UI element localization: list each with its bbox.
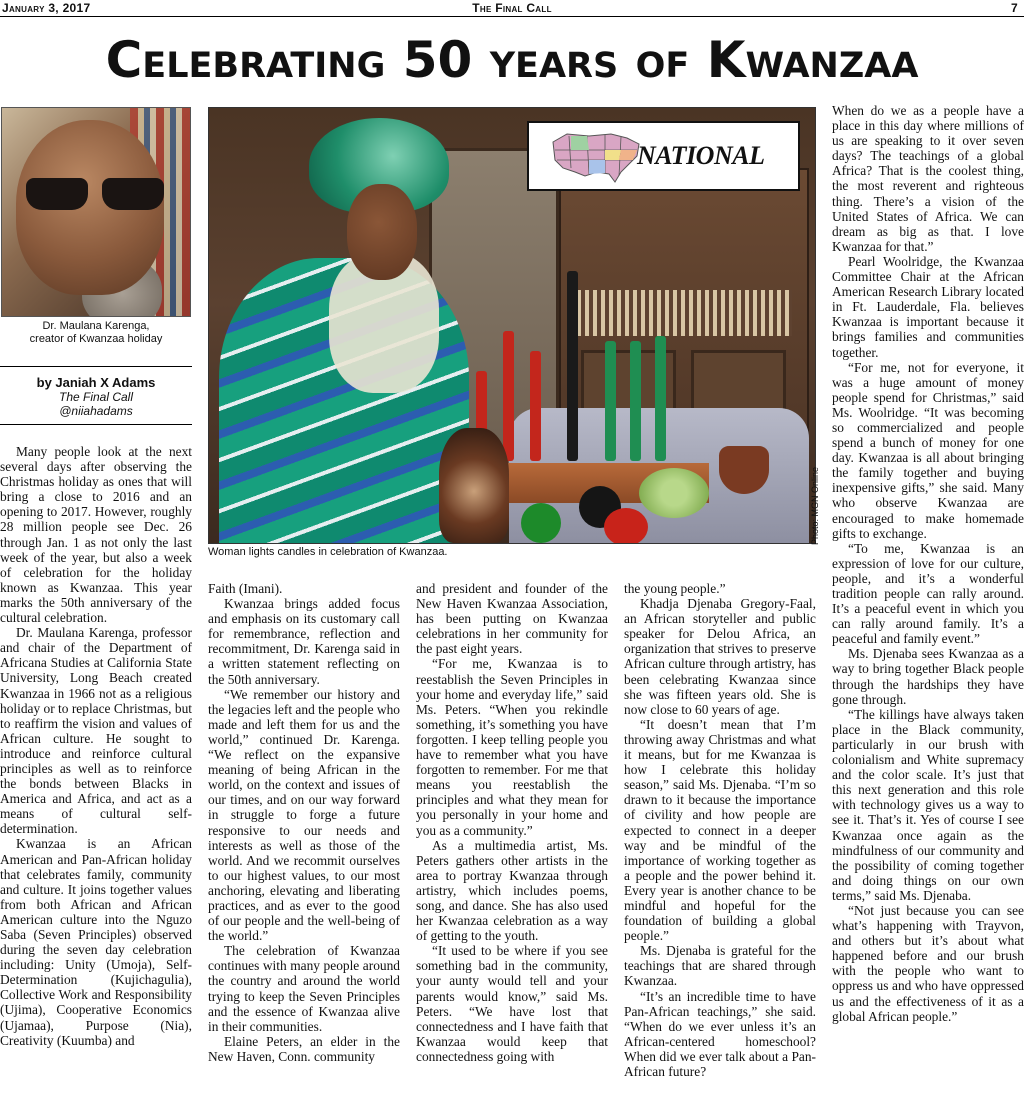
paragraph: “The killings have always taken place in the Black community, particularly in our brush with colonialism and White supremacy and the color scale. It’s just that this next generation and this role with technology gives us a way to see it. That’s it. Yes of course I see Kwanzaa once again as the mindfulness of our community and the possibility of coming together and doing things on our own terms,” said Ms. Djenaba. <box>832 706 1024 903</box>
paragraph: the young people.” <box>624 581 726 596</box>
issue-date: January 3, 2017 <box>2 1 91 15</box>
portrait-caption: Dr. Maulana Karenga, creator of Kwanzaa holiday <box>29 320 163 345</box>
paragraph: When do we as a people have a place in this day where millions of us are speaking to it over seven days? The teachings of a global Africa? That is the coolest thing, the most reverent and righteous thing. There’s a vision of the United States of Africa. We can dream as big as that. I love Kwanzaa for that.” <box>832 103 1024 254</box>
paragraph: Kwanzaa brings added focus and emphasis on its customary call for remembrance, reflection and recommitment, Dr. Karenga said in a written statement reflecting on the 50th anniversary. <box>208 596 400 687</box>
byline <box>0 376 192 418</box>
paragraph: As a multimedia artist, Ms. Peters gathers other artists in the area to portray Kwanzaa through artistry, which includes poems, song, and dance. She has also used her Kwanzaa celebration as a way of getting to the youth. <box>416 837 608 944</box>
us-map-icon <box>549 128 644 186</box>
byline-rule-top <box>0 366 192 367</box>
paragraph: “We remember our history and the legacies left and the people who made and left them for us and the world,” continued Dr. Karenga. “We reflect on the expansive meaning of being African in the world, on the context and issues of our times, and on our way forward in struggle to forge a future responsive to our needs and interests as well as those of the world. And we recommit ourselves to our highest values, to our most anchoring, elevating and liberating practices, and as ever to the good of our people and the well-being of the world.” <box>208 686 400 944</box>
byline-rule-bottom <box>0 424 192 425</box>
paragraph: “For me, not for everyone, it was a huge amount of money people spend for Christmas,” said Ms. Woolridge. “It was becoming so commercialized and people spend a bunch of money for one day. Kwanzaa is all about bringing the family together and buying inexpensive gifts,” she said. Many who observe Kwanzaa are encouraged to make homemade gifts to exchange. <box>832 359 1024 541</box>
masthead-rule <box>0 16 1024 17</box>
sunglasses-icon <box>26 178 171 212</box>
page-number: 7 <box>1011 1 1018 15</box>
paragraph: “It doesn’t mean that I’m throwing away Christmas and what it means, but for me Kwanzaa is how I celebrate this holiday season,” said Ms. Djenaba. “I’m so drawn to it because the importance of civility and how people are expected to connect in a deeper way and be mindful of the importance of working together as a people and the power behind it. Every year is another chance to be mindful and hopeful for the foundation of building a global people.” <box>624 716 816 944</box>
paragraph: and president and founder of the New Haven Kwanzaa Association, has been putting on Kwanzaa celebrations in her community for the past eight years. <box>416 581 608 657</box>
paragraph: Elaine Peters, an elder in the New Haven, Conn. community <box>208 1033 400 1064</box>
paragraph: Dr. Maulana Karenga, professor and chair of the Department of Africana Studies at California State University, Long Beach created Kwanzaa in 1966 not as a religious holiday or to replace Christmas, but to reaffirm the vision and values of African culture. He sought to introduce and reinforce cultural principles as well as to reinforce the bonds between Blacks in America and Africa, and act as a means of cultural self-determination. <box>0 625 192 837</box>
paragraph: Ms. Djenaba sees Kwanzaa as a way to bring together Black people through the hardships they have gone through. <box>832 646 1024 707</box>
paragraph: “To me, Kwanzaa is an expression of love for our culture, people, and it’s a wonderful tradition people can rally around. It’s a peaceful event in which you can rally around family. It’s a peaceful and family event.” <box>832 540 1024 647</box>
headline: Celebrating 50 years of Kwanzaa <box>105 31 919 89</box>
article-column-4 <box>624 581 816 1079</box>
byline-author: by Janiah X Adams <box>36 375 156 390</box>
paragraph: Faith (Imani). <box>208 581 283 596</box>
paragraph: Khadja Djenaba Gregory-Faal, an African storyteller and public speaker for Delou Africa, an organization that strives to preserve African culture through artistry, has been celebrating Kwanzaa since she was fifteen years old. She is now close to 60 years of age. <box>624 596 816 717</box>
byline-outlet: The Final Call <box>58 390 134 404</box>
paragraph: Ms. Djenaba is grateful for the teachings that are shared through Kwanzaa. <box>624 943 816 989</box>
photo-caption: Woman lights candles in celebration of Kwanzaa. <box>208 546 448 558</box>
paragraph: Many people look at the next several days after observing the Christmas holiday as ones that will bring a close to 2016 and an opening to 2017. However, roughly 28 million people see Dec. 26 through Jan. 1 as not only the last week of the year, but also a week of celebration for the holiday known as Kwanzaa. This year marks the 50th anniversary of the cultural celebration. <box>0 444 192 626</box>
paper-name: The Final Call <box>472 1 552 15</box>
masthead <box>0 0 1024 16</box>
article-column-2 <box>208 581 400 1064</box>
article-column-5 <box>832 103 1024 1024</box>
paragraph: The celebration of Kwanzaa continues with many people around the country and around the world trying to keep the Seven Principles and the essence of Kwanzaa alive in their communities. <box>208 943 400 1034</box>
article-column-1 <box>0 444 192 1048</box>
portrait-photo <box>1 107 191 317</box>
article-column-3 <box>416 581 608 1064</box>
paragraph: “It used to be where if you see something bad in the community, your aunty would tell and your parents would know,” said Ms. Peters. “We have lost that connectedness and I have faith that Kwanzaa would keep that connectedness going with <box>416 943 608 1064</box>
paragraph: “It’s an incredible time to have Pan-African teachings,” she said. “When do we ever unless it’s an African-centered homeschool? When did we ever talk about a Pan-African future? <box>624 988 816 1079</box>
national-badge <box>527 121 800 191</box>
paragraph: Pearl Woolridge, the Kwanzaa Committee Chair at the African American Research Library located in Ft. Lauderdale, Fla. believes Kwanzaa is important because it brings families and communities together. <box>832 253 1024 360</box>
paragraph: “Not just because you can see what’s happening with Trayvon, and others but it’s about what happened before and our brush with the people who want to oppress us and who have oppressed us and the effectiveness of it as a global African people.” <box>832 902 1024 1024</box>
african-mask-icon <box>439 428 509 543</box>
photo-credit: Photo: MGN Online <box>810 466 820 545</box>
paragraph: Kwanzaa is an African American and Pan-African holiday that celebrates family, community and culture. It joins together values from both African and African American culture into the Nguzo Saba (Seven Principles) observed during the seven day celebration including: Unity (Umoja), Self-Determination (Kujichagulia), Collective Work and Responsibility (Ujima), Cooperative Economics (Ujamaa), Purpose (Nia), Creativity (Kuumba) and <box>0 836 192 1048</box>
byline-handle: @niiahadams <box>59 404 133 418</box>
paragraph: “For me, Kwanzaa is to reestablish the Seven Principles in your home and everyday life,” said Ms. Peters. “When you rekindle something, it’s something you have forgotten. I keep telling people you have to remember what you have forgotten to remember. For me that means you reestablish the principles and what they mean for you personally in your home and you as a community.” <box>416 656 608 838</box>
national-label: NATIONAL <box>637 141 765 170</box>
